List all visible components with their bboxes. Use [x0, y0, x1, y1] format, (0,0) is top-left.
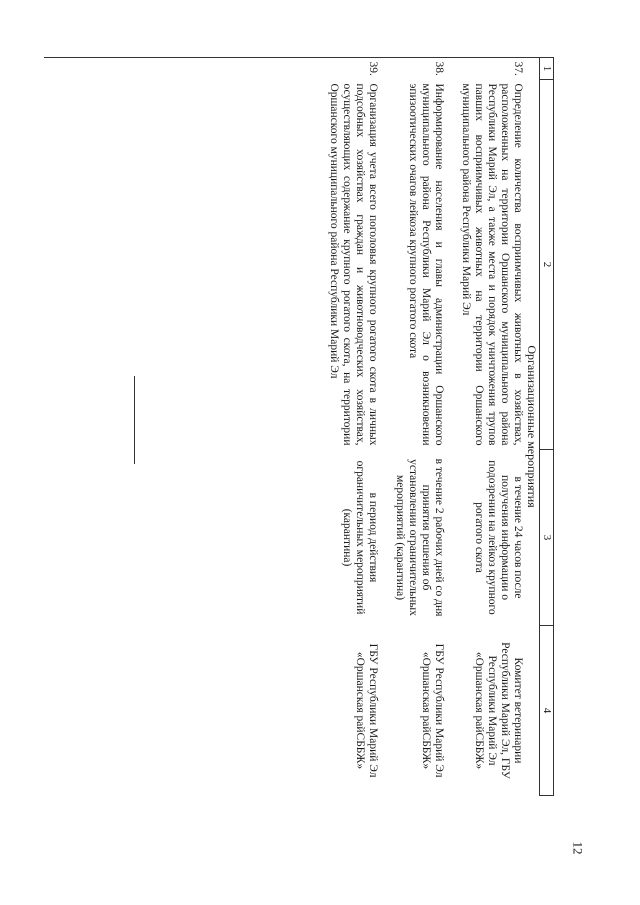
column-number-3: 3	[540, 450, 554, 626]
row-responsible: ГБУ Республики Марий Эл «Оршанская райСББЖ»	[420, 643, 445, 778]
end-separator-line	[134, 376, 135, 464]
row-responsible: Комитет ветеринарии Республики Марий Эл, ГБУ Республики Марий Эл «Оршанская райСББЖ»	[473, 642, 524, 779]
column-number-1: 1	[540, 58, 554, 80]
table-row	[379, 58, 445, 796]
table-row	[313, 58, 379, 796]
section-row	[524, 58, 540, 796]
row-number: 39.	[367, 61, 379, 76]
row-deadline: в течение 2 рабочих дней со дня принятия решения об установлении ограничительных мероприятий (карантина)	[394, 458, 445, 617]
table-row	[445, 58, 524, 796]
column-number-4: 4	[540, 626, 554, 796]
section-title: Организационные мероприятия	[525, 345, 539, 508]
row-action: Информирование населения и главы администрации Оршанского муниципального района Республики Марий Эл о возникновении эпизоотических очагов лейкоза крупного рогатого скота	[407, 83, 445, 446]
measures-table	[313, 57, 554, 796]
row-action: Определение количества восприимчивых животных в хозяйствах, расположенных на территории Оршанского муниципального района Республики Марий Эл, а также места и порядок уничтожения трупов павших восприимчивых животных на территории Оршанского муниципального района Республики Марий Эл	[460, 83, 524, 446]
column-number-2: 2	[540, 80, 554, 450]
row-deadline: в течение 24 часов после получения информации о подозрении на лейкоз крупного рогатого скота	[473, 460, 524, 615]
row-responsible: ГБУ Республики Марий Эл «Оршанская райСББЖ»	[354, 643, 379, 778]
row-number: 38.	[433, 61, 445, 76]
page-number: 12	[570, 841, 586, 855]
column-number-header-row	[540, 58, 554, 796]
row-number: 37.	[512, 61, 524, 76]
row-deadline: в период действия ограничительных мероприятий (карантина)	[341, 460, 379, 615]
row-action: Организация учета всего поголовья крупного рогатого скота в личных подсобных хозяйствах граждан и животноводческих хозяйствах, осуществляющих содержание крупного рогатого скота, на территории Оршанского муниципального района Республики Марий Эл	[328, 83, 379, 446]
